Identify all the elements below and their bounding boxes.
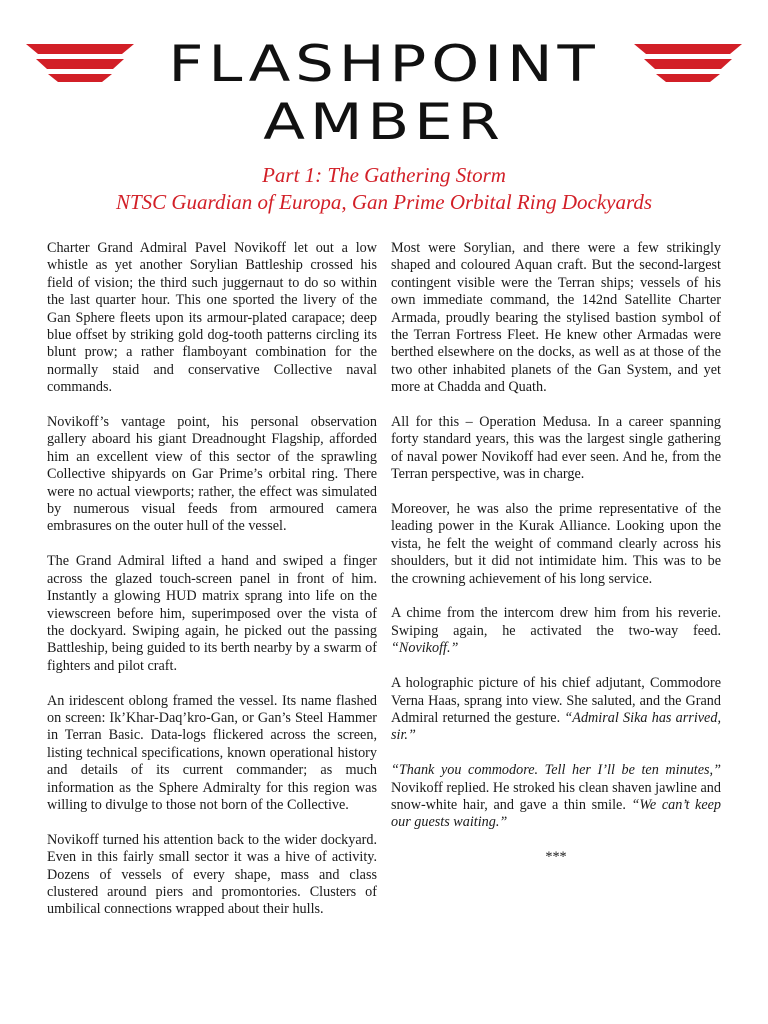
paragraph: All for this – Operation Medusa. In a career spanning forty standard years, this was the largest single gathering of naval power Novikoff had ever seen. And he, from the Terran perspective, was in charge.	[391, 414, 721, 483]
paragraph: Moreover, he was also the prime representative of the leading power in the Kurak Alliance. Looking upon the vista, he felt the weight of command clearly across his shoulders, but it did not intimidate him. This was to be the crowning achievement of his long service.	[391, 501, 721, 587]
left-column	[47, 240, 377, 919]
right-column	[391, 240, 721, 867]
title-line-1: FLASHPOINT	[168, 35, 600, 93]
header	[0, 0, 768, 150]
paragraph-text: A chime from the intercom drew him from his reverie. Swiping again, he activated the two-way feed.	[391, 605, 721, 639]
paragraph: Novikoff’s vantage point, his personal observation gallery aboard his giant Dreadnought Flagship, afforded him an excellent view of this sector of the sprawling Collective shipyards on Gar Prime’s orbital ring. There were no actual viewports; rather, the effect was simulated by numerous visual feeds from armoured camera embrasures on the outer hull of the vessel.	[47, 414, 377, 535]
dialogue-quote: “We can’t keep our guests waiting.”	[391, 796, 722, 831]
paragraph	[391, 762, 721, 832]
part-title: Part 1: The Gathering Storm	[262, 163, 506, 187]
paragraph	[391, 605, 721, 657]
paragraph: The Grand Admiral lifted a hand and swiped a finger across the glazed touch-screen panel in front of him. Instantly a glowing HUD matrix sprang into life on the viewscreen before him, superimposed over the vista of the dockyard. Swiping again, he picked out the passing Battleship, being guided to its berth nearby by a swarm of fighters and pilot craft.	[47, 553, 377, 674]
dialogue-quote: “Admiral Sika has arrived, sir.”	[391, 709, 721, 744]
paragraph-text: A holographic picture of his chief adjutant, Commodore Verna Haas, sprang into view. She saluted, and the Grand Admiral returned the gesture.	[391, 675, 721, 726]
paragraph: Most were Sorylian, and there were a few strikingly shaped and coloured Aquan craft. But the second-largest contingent visible were the Terran ships; vessels of his own immediate command, the 142nd Satellite Charter Armada, proudly bearing the stylised bastion symbol of the Terran Fortress Fleet. He knew other Armadas were berthed elsewhere on the docks, as well as at those of the two other inhabited planets of the Gan System, and yet more at Chadda and Quath.	[391, 240, 721, 396]
paragraph-text: Novikoff replied. He stroked his clean shaven jawline and snow-white hair, and gave a thin smile.	[391, 779, 721, 813]
paragraph: Novikoff turned his attention back to the wider dockyard. Even in this fairly small sector it was a hive of activity. Dozens of vessels of every shape, mass and class clustered around piers and promontories. Clusters of umbilical connections wrapped about their hulls.	[47, 831, 377, 918]
paragraph	[391, 675, 721, 745]
paragraph: Charter Grand Admiral Pavel Novikoff let out a low whistle as yet another Sorylian Battleship crossed his field of vision; the third such juggernaut to do so within the last quarter hour. This one sported the livery of the Gan Sphere fleets upon its armour-plated carapace; deep blue offset by striking gold dog-tooth patterns circling its blunt prow; a rather flamboyant combination for the normally staid and conservative Collective naval commands.	[47, 240, 377, 396]
scene-break: ***	[545, 849, 567, 866]
dialogue-quote: “Novikoff.”	[391, 640, 459, 657]
paragraph: An iridescent oblong framed the vessel. Its name flashed on screen: Ik’Khar-Daq’kro-Gan, or Gan’s Steel Hammer in Terran Basic. Data-logs flickered across the screen, listing technical specifications, known operational history and details of its current commander; as much information as the Sphere Admiralty for this region was willing to divulge to those not born of the Collective.	[47, 692, 377, 813]
title-line-2: AMBER	[263, 93, 505, 151]
location-title: NTSC Guardian of Europa, Gan Prime Orbital Ring Dockyards	[115, 190, 653, 214]
dialogue-quote: “Thank you commodore. Tell her I’ll be ten minutes,”	[391, 762, 721, 779]
